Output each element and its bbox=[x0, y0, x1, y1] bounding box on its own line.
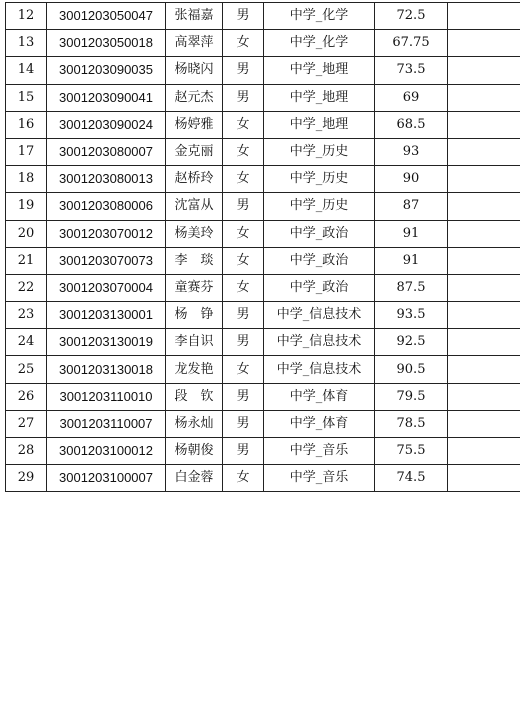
position-cell: 中学_体育 bbox=[264, 383, 375, 410]
note-cell bbox=[448, 138, 520, 165]
exam-id-cell: 3001203090041 bbox=[47, 84, 166, 111]
position-cell: 中学_化学 bbox=[264, 30, 375, 57]
position-cell: 中学_化学 bbox=[264, 3, 375, 30]
position-cell: 中学_历史 bbox=[264, 166, 375, 193]
exam-id-cell: 3001203070073 bbox=[47, 247, 166, 274]
position-cell: 中学_音乐 bbox=[264, 438, 375, 465]
gender-cell: 女 bbox=[223, 111, 264, 138]
table-row bbox=[6, 111, 520, 138]
candidate-name-cell: 杨晓闪 bbox=[166, 57, 223, 84]
candidate-name-cell: 杨朝俊 bbox=[166, 438, 223, 465]
exam-id-cell: 3001203070012 bbox=[47, 220, 166, 247]
table-row bbox=[6, 438, 520, 465]
exam-id-cell: 3001203070004 bbox=[47, 274, 166, 301]
position-cell: 中学_历史 bbox=[264, 138, 375, 165]
candidate-name-cell: 赵桥玲 bbox=[166, 166, 223, 193]
note-cell bbox=[448, 30, 520, 57]
table-row bbox=[6, 410, 520, 437]
row-number-cell: 28 bbox=[6, 438, 47, 465]
position-cell: 中学_信息技术 bbox=[264, 329, 375, 356]
gender-cell: 女 bbox=[223, 247, 264, 274]
gender-cell: 男 bbox=[223, 438, 264, 465]
candidate-name-cell: 金克丽 bbox=[166, 138, 223, 165]
row-number-cell: 20 bbox=[6, 220, 47, 247]
exam-id-cell: 3001203110010 bbox=[47, 383, 166, 410]
position-cell: 中学_地理 bbox=[264, 84, 375, 111]
gender-cell: 男 bbox=[223, 410, 264, 437]
gender-cell: 男 bbox=[223, 84, 264, 111]
score-cell: 87.5 bbox=[375, 274, 448, 301]
note-cell bbox=[448, 438, 520, 465]
score-cell: 74.5 bbox=[375, 465, 448, 492]
position-cell: 中学_信息技术 bbox=[264, 356, 375, 383]
gender-cell: 女 bbox=[223, 356, 264, 383]
row-number-cell: 25 bbox=[6, 356, 47, 383]
score-cell: 92.5 bbox=[375, 329, 448, 356]
note-cell bbox=[448, 356, 520, 383]
gender-cell: 男 bbox=[223, 3, 264, 30]
note-cell bbox=[448, 302, 520, 329]
gender-cell: 男 bbox=[223, 383, 264, 410]
row-number-cell: 21 bbox=[6, 247, 47, 274]
table-row bbox=[6, 30, 520, 57]
row-number-cell: 29 bbox=[6, 465, 47, 492]
exam-id-cell: 3001203080013 bbox=[47, 166, 166, 193]
candidate-name-cell: 沈富从 bbox=[166, 193, 223, 220]
note-cell bbox=[448, 57, 520, 84]
position-cell: 中学_信息技术 bbox=[264, 302, 375, 329]
note-cell bbox=[448, 84, 520, 111]
score-cell: 87 bbox=[375, 193, 448, 220]
score-cell: 68.5 bbox=[375, 111, 448, 138]
table-row bbox=[6, 57, 520, 84]
row-number-cell: 14 bbox=[6, 57, 47, 84]
score-cell: 93.5 bbox=[375, 302, 448, 329]
position-cell: 中学_体育 bbox=[264, 410, 375, 437]
gender-cell: 女 bbox=[223, 274, 264, 301]
table-row bbox=[6, 383, 520, 410]
results-sheet bbox=[5, 2, 515, 492]
gender-cell: 女 bbox=[223, 138, 264, 165]
note-cell bbox=[448, 111, 520, 138]
note-cell bbox=[448, 166, 520, 193]
candidate-name-cell: 赵元杰 bbox=[166, 84, 223, 111]
exam-id-cell: 3001203090024 bbox=[47, 111, 166, 138]
position-cell: 中学_政治 bbox=[264, 247, 375, 274]
note-cell bbox=[448, 465, 520, 492]
position-cell: 中学_地理 bbox=[264, 111, 375, 138]
exam-id-cell: 3001203090035 bbox=[47, 57, 166, 84]
row-number-cell: 27 bbox=[6, 410, 47, 437]
gender-cell: 女 bbox=[223, 465, 264, 492]
score-cell: 79.5 bbox=[375, 383, 448, 410]
exam-id-cell: 3001203050018 bbox=[47, 30, 166, 57]
note-cell bbox=[448, 220, 520, 247]
row-number-cell: 16 bbox=[6, 111, 47, 138]
note-cell bbox=[448, 329, 520, 356]
row-number-cell: 15 bbox=[6, 84, 47, 111]
candidate-name-cell: 白金蓉 bbox=[166, 465, 223, 492]
note-cell bbox=[448, 274, 520, 301]
note-cell bbox=[448, 410, 520, 437]
note-cell bbox=[448, 193, 520, 220]
position-cell: 中学_政治 bbox=[264, 274, 375, 301]
table-row bbox=[6, 465, 520, 492]
table-row bbox=[6, 166, 520, 193]
score-cell: 91 bbox=[375, 247, 448, 274]
results-table bbox=[5, 2, 520, 492]
candidate-name-cell: 龙发艳 bbox=[166, 356, 223, 383]
exam-id-cell: 3001203130019 bbox=[47, 329, 166, 356]
gender-cell: 女 bbox=[223, 30, 264, 57]
candidate-name-cell: 张福嘉 bbox=[166, 3, 223, 30]
table-row bbox=[6, 274, 520, 301]
note-cell bbox=[448, 3, 520, 30]
position-cell: 中学_政治 bbox=[264, 220, 375, 247]
table-row bbox=[6, 3, 520, 30]
exam-id-cell: 3001203100012 bbox=[47, 438, 166, 465]
table-row bbox=[6, 302, 520, 329]
candidate-name-cell: 李自识 bbox=[166, 329, 223, 356]
candidate-name-cell: 段 钦 bbox=[166, 383, 223, 410]
candidate-name-cell: 杨美玲 bbox=[166, 220, 223, 247]
score-cell: 93 bbox=[375, 138, 448, 165]
score-cell: 67.75 bbox=[375, 30, 448, 57]
candidate-name-cell: 杨婷雅 bbox=[166, 111, 223, 138]
gender-cell: 女 bbox=[223, 220, 264, 247]
table-row bbox=[6, 329, 520, 356]
row-number-cell: 24 bbox=[6, 329, 47, 356]
exam-id-cell: 3001203130018 bbox=[47, 356, 166, 383]
candidate-name-cell: 杨 铮 bbox=[166, 302, 223, 329]
exam-id-cell: 3001203110007 bbox=[47, 410, 166, 437]
gender-cell: 男 bbox=[223, 329, 264, 356]
position-cell: 中学_音乐 bbox=[264, 465, 375, 492]
gender-cell: 男 bbox=[223, 57, 264, 84]
score-cell: 69 bbox=[375, 84, 448, 111]
row-number-cell: 22 bbox=[6, 274, 47, 301]
row-number-cell: 23 bbox=[6, 302, 47, 329]
table-body bbox=[6, 3, 520, 492]
gender-cell: 男 bbox=[223, 302, 264, 329]
position-cell: 中学_历史 bbox=[264, 193, 375, 220]
table-row bbox=[6, 193, 520, 220]
exam-id-cell: 3001203080006 bbox=[47, 193, 166, 220]
position-cell: 中学_地理 bbox=[264, 57, 375, 84]
score-cell: 75.5 bbox=[375, 438, 448, 465]
gender-cell: 男 bbox=[223, 193, 264, 220]
row-number-cell: 18 bbox=[6, 166, 47, 193]
table-row bbox=[6, 220, 520, 247]
exam-id-cell: 3001203100007 bbox=[47, 465, 166, 492]
exam-id-cell: 3001203130001 bbox=[47, 302, 166, 329]
score-cell: 90.5 bbox=[375, 356, 448, 383]
score-cell: 73.5 bbox=[375, 57, 448, 84]
row-number-cell: 12 bbox=[6, 3, 47, 30]
candidate-name-cell: 李 琰 bbox=[166, 247, 223, 274]
score-cell: 90 bbox=[375, 166, 448, 193]
row-number-cell: 13 bbox=[6, 30, 47, 57]
score-cell: 78.5 bbox=[375, 410, 448, 437]
note-cell bbox=[448, 247, 520, 274]
score-cell: 91 bbox=[375, 220, 448, 247]
table-row bbox=[6, 84, 520, 111]
exam-id-cell: 3001203080007 bbox=[47, 138, 166, 165]
table-row bbox=[6, 356, 520, 383]
table-row bbox=[6, 138, 520, 165]
exam-id-cell: 3001203050047 bbox=[47, 3, 166, 30]
note-cell bbox=[448, 383, 520, 410]
row-number-cell: 19 bbox=[6, 193, 47, 220]
candidate-name-cell: 高翠萍 bbox=[166, 30, 223, 57]
candidate-name-cell: 童赛芬 bbox=[166, 274, 223, 301]
row-number-cell: 26 bbox=[6, 383, 47, 410]
row-number-cell: 17 bbox=[6, 138, 47, 165]
table-row bbox=[6, 247, 520, 274]
score-cell: 72.5 bbox=[375, 3, 448, 30]
gender-cell: 女 bbox=[223, 166, 264, 193]
candidate-name-cell: 杨永灿 bbox=[166, 410, 223, 437]
